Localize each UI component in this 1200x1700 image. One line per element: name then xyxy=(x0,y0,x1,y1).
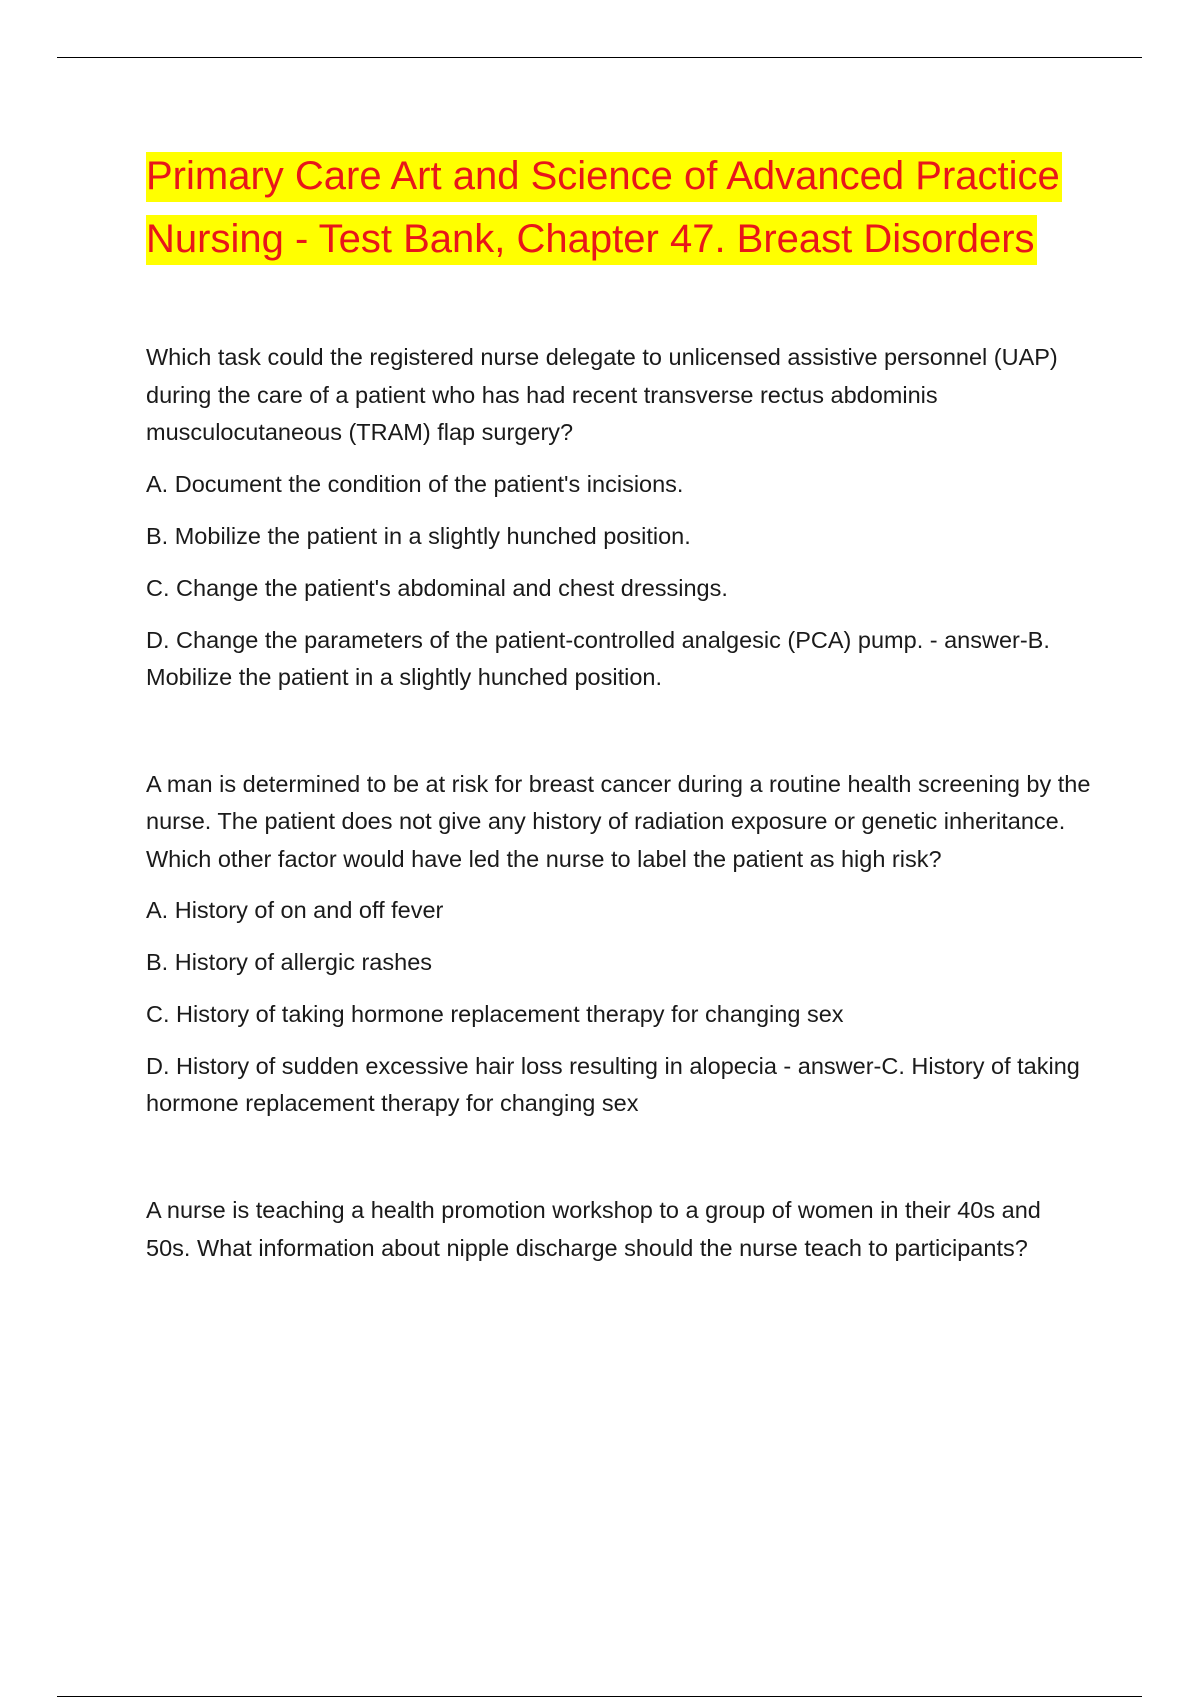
option-c: C. History of taking hormone replacement therapy for changing sex xyxy=(146,1001,844,1027)
option-a: A. Document the condition of the patient's incisions. xyxy=(146,470,684,497)
question-2 xyxy=(146,766,1091,1123)
question-text: A nurse is teaching a health promotion workshop to a group of women in their 40s and 50s. What information about nipple discharge should the nurse teach to participants? xyxy=(146,1197,1041,1261)
document-body xyxy=(146,145,1091,1281)
option-b: B. History of allergic rashes xyxy=(146,949,433,975)
question-text: Which task could the registered nurse delegate to unlicensed assistive personnel (UAP) during the care of a patient who has had recent transverse rectus abdominis musculocutaneous (TRAM) flap surgery? xyxy=(146,344,1058,445)
option-b: B. Mobilize the patient in a slightly hunched position. xyxy=(146,522,691,549)
document-title xyxy=(146,145,1091,271)
top-rule xyxy=(57,57,1142,58)
option-d-with-answer: D. Change the parameters of the patient-controlled analgesic (PCA) pump. - answer-B. Mobilize the patient in a slightly hunched position. xyxy=(146,626,1050,690)
option-c: C. Change the patient's abdominal and chest dressings. xyxy=(146,574,728,601)
question-1 xyxy=(146,339,1091,696)
bottom-rule xyxy=(57,1696,1142,1697)
question-text: A man is determined to be at risk for breast cancer during a routine health screening by the nurse. The patient does not give any history of radiation exposure or genetic inheritance. Which other factor would have led the nurse to label the patient as high risk? xyxy=(146,770,1091,872)
option-a: A. History of on and off fever xyxy=(146,897,444,923)
option-d-with-answer: D. History of sudden excessive hair loss resulting in alopecia - answer-C. History of taking hormone replacement therapy for changing sex xyxy=(146,1053,1080,1116)
question-separator xyxy=(146,1122,1091,1192)
question-separator xyxy=(146,696,1091,766)
title-highlight: Primary Care Art and Science of Advanced Practice Nursing - Test Bank, Chapter 47. Breast Disorders xyxy=(146,152,1062,265)
question-3 xyxy=(146,1192,1091,1267)
